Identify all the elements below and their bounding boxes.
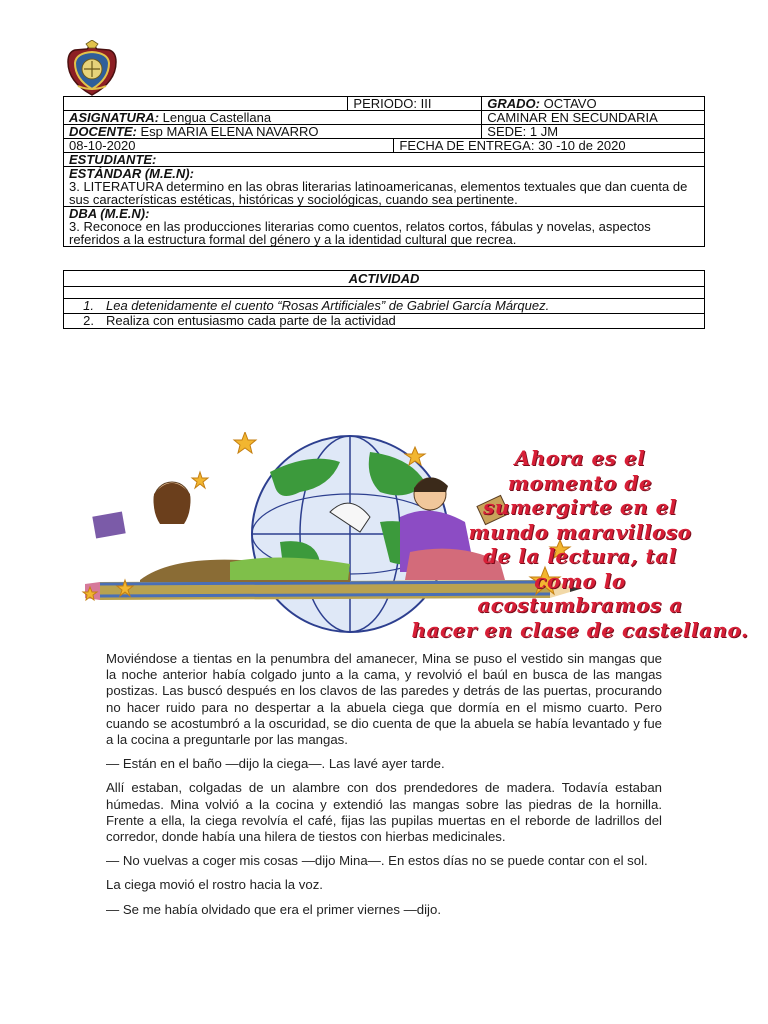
info-table bbox=[63, 96, 705, 247]
periodo-value: III bbox=[420, 96, 432, 111]
school-crest-icon bbox=[64, 40, 120, 98]
actividad-item bbox=[64, 314, 705, 329]
story-dialogue: — No vuelvas a coger mis cosas —dijo Mina—. En estos días no se puede contar con el sol. bbox=[106, 853, 648, 869]
slogan-line: hacer en clase de castellano. bbox=[411, 617, 749, 642]
grado-label: GRADO: bbox=[487, 96, 540, 111]
estudiante-cell: ESTUDIANTE: bbox=[64, 153, 705, 167]
sede-cell bbox=[482, 125, 705, 139]
slogan-line: momento de bbox=[507, 470, 653, 495]
grado-value: OCTAVO bbox=[543, 96, 597, 111]
fecha-cell: 08-10-2020 bbox=[64, 139, 394, 153]
story-dialogue: — Se me había olvidado que era el primer viernes —dijo. bbox=[106, 901, 441, 917]
story-dialogue: — Están en el baño —dijo la ciega—. Las lavé ayer tarde. bbox=[106, 756, 445, 772]
estandar-text: 3. LITERATURA determino en las obras literarias latinoamericanas, elementos textuales que dan cuenta de sus características estéticas, históricas y sociológicas, cuando sea pertinente. bbox=[69, 179, 688, 207]
estandar-label: ESTÁNDAR (M.E.N): bbox=[69, 166, 194, 181]
actividad-item-num: 1. bbox=[83, 298, 94, 313]
slogan-line: sumergirte en el bbox=[483, 495, 677, 519]
sede-label: SEDE: bbox=[487, 124, 527, 139]
docente-label: DOCENTE: bbox=[69, 124, 137, 139]
docente-value: Esp MARIA ELENA NAVARRO bbox=[140, 124, 319, 139]
estandar-cell bbox=[64, 167, 705, 207]
asignatura-label: ASIGNATURA: bbox=[69, 110, 160, 125]
slogan-line: acostumbramos a bbox=[477, 593, 683, 617]
dba-cell bbox=[64, 207, 705, 247]
slogan-line: de la lectura, tal bbox=[483, 544, 677, 568]
docente-cell bbox=[64, 125, 482, 139]
story-paragraph: La ciega movió el rostro hacia la voz. bbox=[106, 877, 323, 893]
actividad-title: ACTIVIDAD bbox=[64, 271, 705, 287]
empty-cell bbox=[64, 97, 348, 111]
actividad-item-text: Lea detenidamente el cuento “Rosas Artificiales” de Gabriel García Márquez. bbox=[106, 298, 550, 313]
dba-label: DBA (M.E.N): bbox=[69, 206, 150, 221]
fecha-entrega-value: 30 -10 de 2020 bbox=[538, 138, 626, 153]
actividad-item bbox=[64, 299, 705, 314]
reading-slogan bbox=[410, 446, 750, 642]
grado-cell bbox=[482, 97, 705, 111]
slogan-line: mundo maravilloso bbox=[468, 519, 692, 544]
dba-text: 3. Reconoce en las producciones literarias como cuentos, relatos cortos, fábulas y novelas, aspectos referidos a la estructura formal del género y a la identidad cultural que recrea. bbox=[69, 219, 651, 247]
asignatura-value: Lengua Castellana bbox=[162, 110, 272, 125]
story-paragraph: Moviéndose a tientas en la penumbra del amanecer, Mina se puso el vestido sin mangas que la noche anterior había colgado junto a la cama, y revolvió el baúl en busca de las mangas postizas. Las buscó después en los clavos de las paredes y detrás de las puertas, procurando no hacer ruido para no despertar a la abuela ciega que dormía en el mismo cuarto. Pero cuando se acostumbró a la oscuridad, se dio cuenta de que la abuela se había levantado y fue a la cocina a preguntarle por las mangas. bbox=[106, 651, 662, 748]
sede-value: 1 JM bbox=[529, 124, 559, 139]
actividad-blank-row bbox=[64, 287, 705, 299]
fecha-entrega-cell bbox=[394, 139, 705, 153]
fecha-entrega-label: FECHA DE ENTREGA: bbox=[399, 138, 535, 153]
story-paragraph: Allí estaban, colgadas de un alambre con dos prendedores de madera. Todavía estaban húmedas. Mina volvió a la cocina y extendió las mangas sobre las piedras de la hornilla. Frente a ella, la ciega revolvía el café, fijas las pupilas muertas en el reborde de ladrillos del corredor, donde había una hilera de tiestos con hierbas medicinales. bbox=[106, 780, 662, 845]
story-text bbox=[106, 651, 662, 918]
slogan-line: Ahora es el bbox=[514, 446, 646, 470]
periodo-cell bbox=[348, 97, 482, 111]
actividad-item-text: Realiza con entusiasmo cada parte de la actividad bbox=[106, 313, 396, 328]
asignatura-cell bbox=[64, 111, 482, 125]
periodo-label: PERIODO: bbox=[353, 96, 417, 111]
actividad-table bbox=[63, 270, 705, 329]
actividad-item-num: 2. bbox=[83, 313, 94, 328]
programa-cell: CAMINAR EN SECUNDARIA bbox=[482, 111, 705, 125]
slogan-line: como lo bbox=[534, 568, 626, 593]
